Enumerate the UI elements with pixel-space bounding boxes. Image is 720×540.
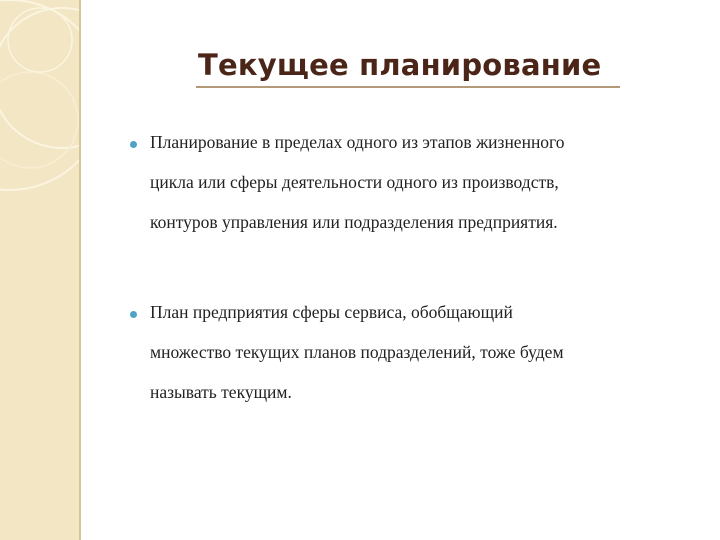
bullet-line: Планирование в пределах одного из этапов жизненного [150, 132, 565, 152]
bullet-icon [130, 311, 137, 318]
decorative-side-panel [0, 0, 81, 540]
bullet-icon [130, 141, 137, 148]
bullet-text [150, 122, 690, 242]
bullet-line: План предприятия сферы сервиса, обобщающий [150, 302, 513, 322]
title-underline [196, 86, 620, 88]
bullet-line: называть текущим. [150, 382, 292, 402]
bullet-line: цикла или сферы деятельности одного из производств, [150, 172, 559, 192]
bullet-text [150, 292, 690, 412]
bullet-line: множество текущих планов подразделений, тоже будем [150, 342, 564, 362]
bullet-line: контуров управления или подразделения предприятия. [150, 212, 558, 232]
decorative-circles [0, 0, 79, 540]
slide-title: Текущее планирование [198, 48, 602, 82]
